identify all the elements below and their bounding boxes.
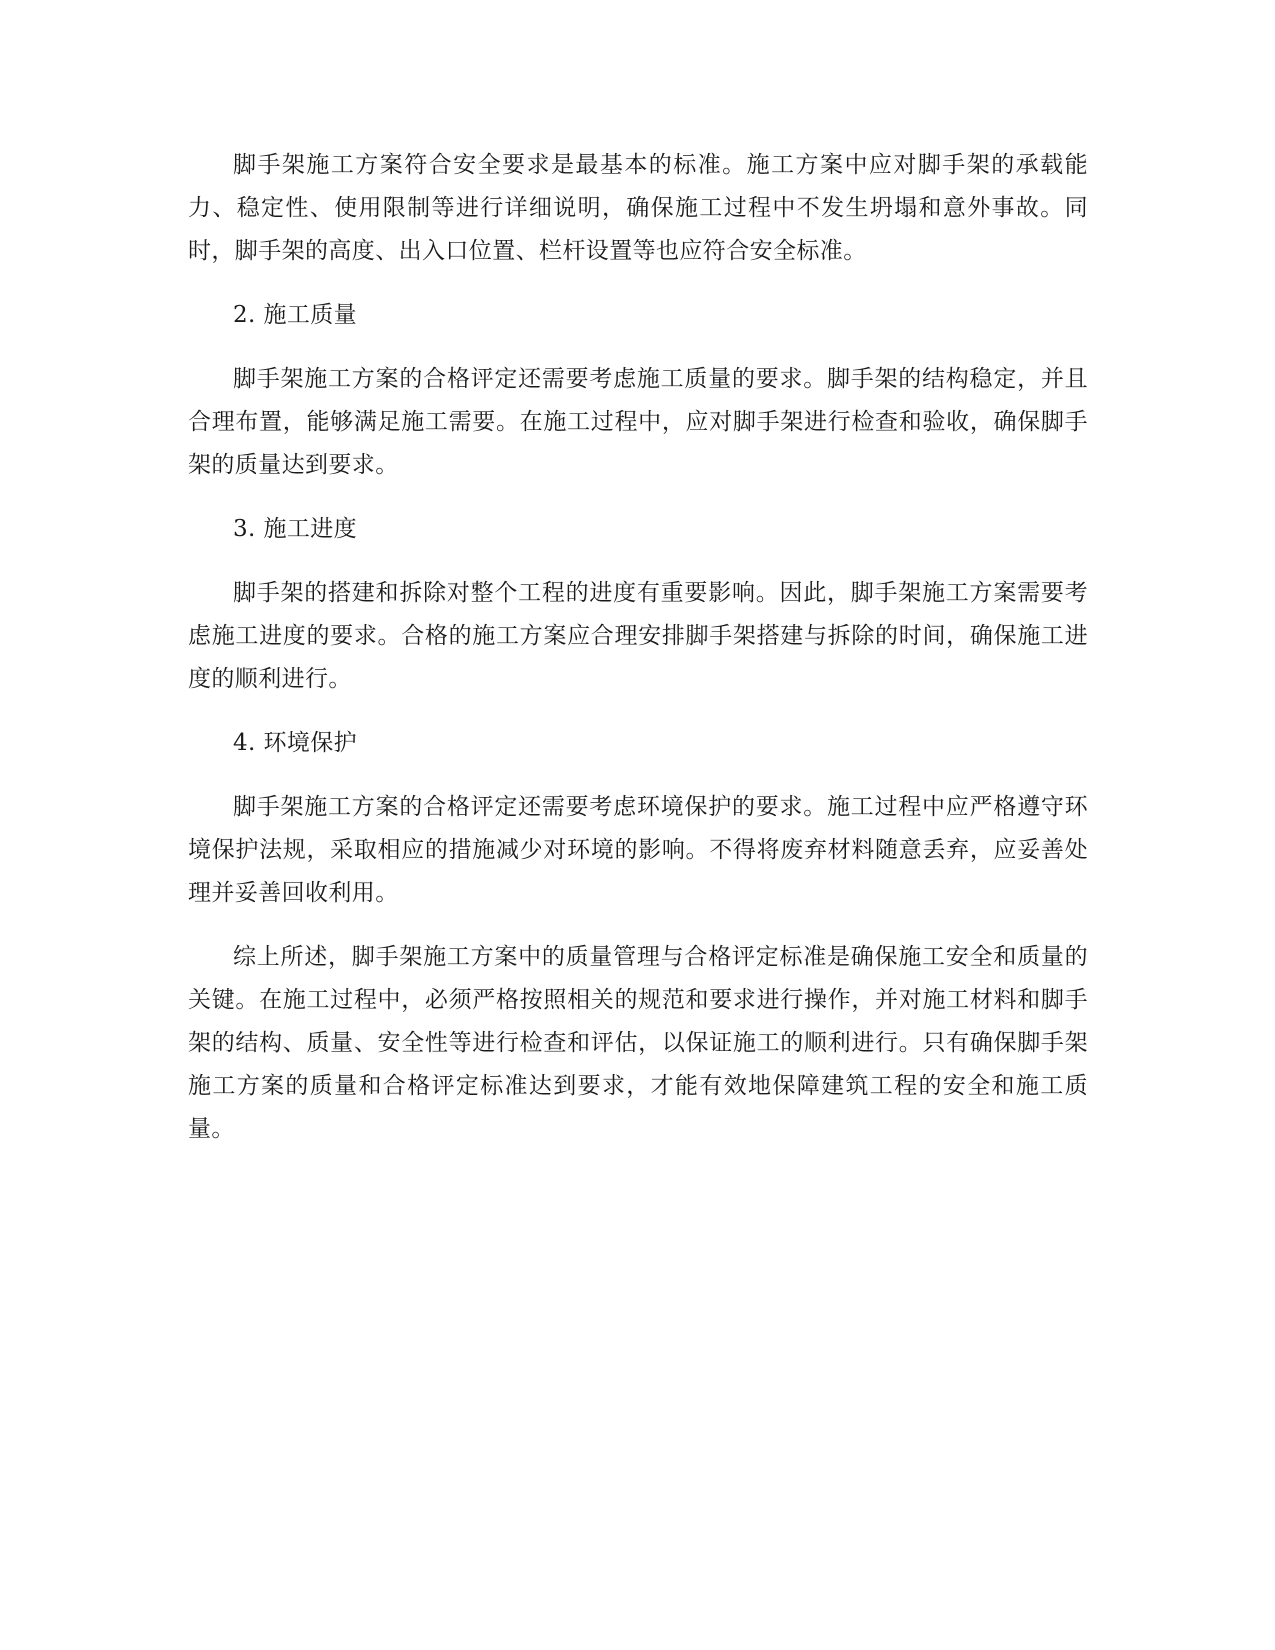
paragraph-construction-progress: 脚手架的搭建和拆除对整个工程的进度有重要影响。因此，脚手架施工方案需要考虑施工进度的要求。合格的施工方案应合理安排脚手架搭建与拆除的时间，确保施工进度的顺利进行。 bbox=[188, 580, 1088, 692]
paragraph-conclusion: 综上所述，脚手架施工方案中的质量管理与合格评定标准是确保施工安全和质量的关键。在施工过程中，必须严格按照相关的规范和要求进行操作，并对施工材料和脚手架的结构、质量、安全性等进行检查和评估，以保证施工的顺利进行。只有确保脚手架施工方案的质量和合格评定标准达到要求，才能有效地保障建筑工程的安全和施工质量。 bbox=[188, 944, 1088, 1142]
paragraph-construction-quality: 脚手架施工方案的合格评定还需要考虑施工质量的要求。脚手架的结构稳定，并且合理布置，能够满足施工需要。在施工过程中，应对脚手架进行检查和验收，确保脚手架的质量达到要求。 bbox=[188, 366, 1088, 478]
heading-construction-progress: 3. 施工进度 bbox=[233, 516, 358, 542]
paragraph-environmental-protection: 脚手架施工方案的合格评定还需要考虑环境保护的要求。施工过程中应严格遵守环境保护法规，采取相应的措施减少对环境的影响。不得将废弃材料随意丢弃，应妥善处理并妥善回收利用。 bbox=[188, 794, 1088, 906]
heading-environmental-protection: 4. 环境保护 bbox=[233, 730, 358, 756]
heading-construction-quality: 2. 施工质量 bbox=[233, 302, 358, 328]
document-page bbox=[188, 144, 1088, 1172]
paragraph-safety: 脚手架施工方案符合安全要求是最基本的标准。施工方案中应对脚手架的承载能力、稳定性、使用限制等进行详细说明，确保施工过程中不发生坍塌和意外事故。同时，脚手架的高度、出入口位置、栏杆设置等也应符合安全标准。 bbox=[188, 152, 1088, 264]
